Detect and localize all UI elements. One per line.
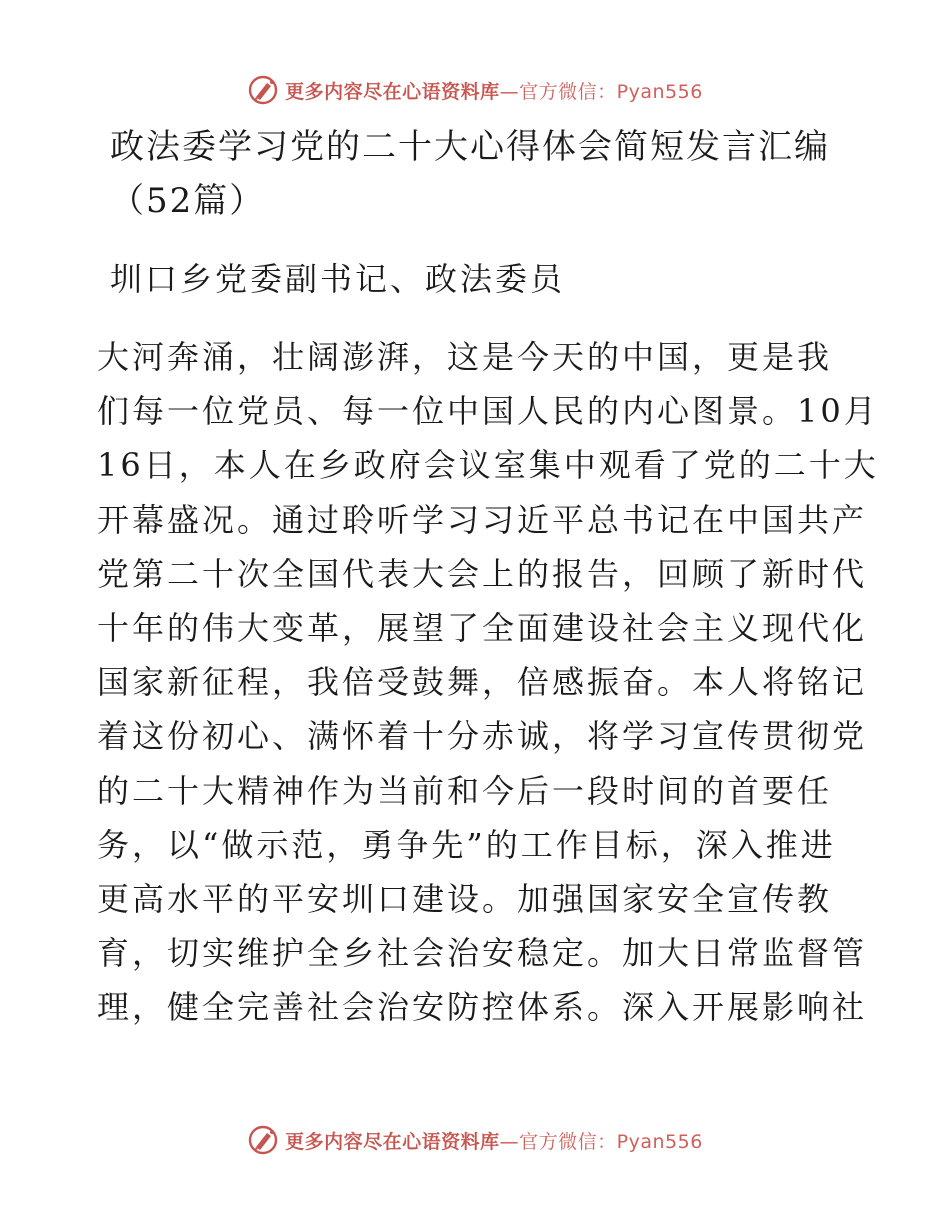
body-line: 开幕盛况。通过聆听学习习近平总书记在中国共产 bbox=[97, 500, 868, 539]
body-line: 党第二十次全国代表大会上的报告，回顾了新时代 bbox=[97, 554, 868, 593]
title-line-2: （52篇） bbox=[110, 181, 266, 221]
header-watermark bbox=[0, 70, 950, 110]
body-line: 大河奔涌，壮阔澎湃，这是今天的中国，更是我 bbox=[97, 338, 833, 376]
body-paragraph bbox=[97, 330, 879, 1034]
pen-in-circle-logo-icon bbox=[247, 1124, 279, 1156]
footer-watermark bbox=[0, 1120, 950, 1160]
document-title bbox=[110, 120, 870, 228]
body-line: 更高水平的平安圳口建设。加强国家安全宣传教 bbox=[97, 879, 833, 918]
watermark-text: 更多内容尽在心语资料库—官方微信：Pyan556 bbox=[285, 80, 703, 103]
body-line: 16日，本人在乡政府会议室集中观看了党的二十大 bbox=[97, 446, 879, 485]
body-line: 十年的伟大变革，展望了全面建设社会主义现代化 bbox=[97, 608, 868, 647]
title-line-1: 政法委学习党的二十大心得体会简短发言汇编 bbox=[110, 127, 830, 167]
body-line: 国家新征程，我倍受鼓舞，倍感振奋。本人将铭记 bbox=[97, 663, 868, 702]
author-heading: 圳口乡党委副书记、政法委员 bbox=[110, 260, 566, 298]
body-line: 的二十大精神作为当前和今后一段时间的首要任 bbox=[97, 771, 833, 810]
body-line: 理，健全完善社会治安防控体系。深入开展影响社 bbox=[97, 988, 868, 1027]
body-line: 们每一位党员、每一位中国人民的内心图景。10月 bbox=[97, 392, 879, 431]
body-line: 务，以“做示范，勇争先”的工作目标，深入推进 bbox=[97, 825, 836, 864]
body-line: 着这份初心、满怀着十分赤诚，将学习宣传贯彻党 bbox=[97, 717, 868, 756]
pen-in-circle-logo-icon bbox=[247, 74, 279, 106]
body-line: 育，切实维护全乡社会治安稳定。加大日常监督管 bbox=[97, 934, 868, 973]
watermark-text: 更多内容尽在心语资料库—官方微信：Pyan556 bbox=[285, 1130, 703, 1153]
